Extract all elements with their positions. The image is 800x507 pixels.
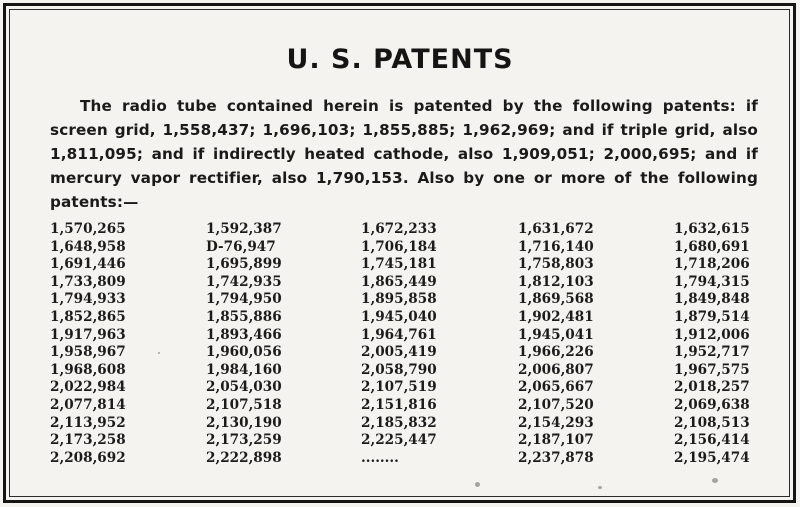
page-title: U. S. PATENTS [286,44,514,75]
patent-number: D-76,947 [206,238,276,255]
patent-number: 1,865,449 [361,273,437,290]
patent-number: 1,758,803 [518,256,594,273]
patent-column-5 [674,221,750,467]
patent-column-2 [206,221,282,467]
patent-number: 1,672,233 [361,221,437,237]
patent-number: 2,173,259 [206,432,282,449]
patent-number: 1,648,958 [50,238,126,255]
patent-number: 1,706,184 [361,238,437,255]
print-speck [712,478,718,483]
patent-number: 2,173,258 [50,432,126,449]
patent-number: 2,022,984 [50,379,126,396]
patent-number: 1,794,315 [674,273,750,290]
patent-number: 2,018,257 [674,379,750,396]
patent-number: 2,054,030 [206,379,282,396]
patent-number: 1,968,608 [50,361,126,378]
patent-number: 1,960,056 [206,344,282,361]
patent-number: 2,107,519 [361,379,437,396]
patent-number: 1,964,761 [361,326,437,343]
patent-number: 2,156,414 [674,432,750,449]
patent-number-table [50,221,754,467]
patent-number: 1,570,265 [50,221,126,237]
patent-number: 1,733,809 [50,273,126,290]
patent-number: 1,742,935 [206,273,282,290]
patent-number: 1,912,006 [674,326,750,343]
patent-number: 1,812,103 [518,273,594,290]
patent-number: ........ [361,449,399,466]
patent-number: 1,794,933 [50,291,126,308]
patent-number: 1,869,568 [518,291,594,308]
patent-number: 2,107,520 [518,396,594,413]
patent-number: 1,631,672 [518,221,594,237]
patent-number: 1,745,181 [361,256,437,273]
patent-number: 1,945,040 [361,308,437,325]
patent-number: 2,058,790 [361,361,437,378]
patent-number: 1,716,140 [518,238,594,255]
patent-number: 2,065,667 [518,379,594,396]
print-speck [475,482,480,487]
patent-number: 1,680,691 [674,238,750,255]
patent-number: 1,952,717 [674,344,750,361]
intro-paragraph: The radio tube contained herein is patented by the following patents: if screen grid, 1,558,437; 1,696,103; 1,855,885; 1,962,969; and if triple grid, also 1,811,095; and if indirectly heated cathode, also 1,909,051; 2,000,695; and if mercury vapor rectifier, also 1,790,153. Also by one or more of the following patents:— [50,97,758,211]
print-speck [158,352,160,354]
patent-number: 2,154,293 [518,414,594,431]
patent-number: 2,113,952 [50,414,126,431]
patent-number: 2,195,474 [674,449,750,466]
patent-number: 1,849,848 [674,291,750,308]
patent-number: 2,237,878 [518,449,594,466]
patent-number: 2,108,513 [674,414,750,431]
patent-number: 2,069,638 [674,396,750,413]
patent-number: 1,902,481 [518,308,594,325]
patent-number: 1,855,886 [206,308,282,325]
patent-number: 1,691,446 [50,256,126,273]
patent-number: 1,893,466 [206,326,282,343]
patent-number: 1,917,963 [50,326,126,343]
patent-number: 2,222,898 [206,449,282,466]
patent-number: 2,225,447 [361,432,437,449]
patent-number: 1,695,899 [206,256,282,273]
patent-column-4 [518,221,594,467]
patent-number: 1,852,865 [50,308,126,325]
patent-number: 1,958,967 [50,344,126,361]
patent-number: 1,632,615 [674,221,750,237]
patent-column-3 [361,221,437,467]
patent-number: 2,006,807 [518,361,594,378]
patent-number: 2,130,190 [206,414,282,431]
print-speck [598,486,602,489]
patent-number: 1,879,514 [674,308,750,325]
patent-number: 2,187,107 [518,432,594,449]
patent-number: 2,208,692 [50,449,126,466]
patent-number: 1,592,387 [206,221,282,237]
patent-number: 1,984,160 [206,361,282,378]
patent-number: 2,077,814 [50,396,126,413]
patent-number: 1,967,575 [674,361,750,378]
patent-number: 2,107,518 [206,396,282,413]
patent-number: 1,966,226 [518,344,594,361]
patent-number: 1,794,950 [206,291,282,308]
patent-number: 1,718,206 [674,256,750,273]
patent-column-1 [50,221,126,467]
patent-number: 2,151,816 [361,396,437,413]
patent-number: 1,945,041 [518,326,594,343]
patent-number: 1,895,858 [361,291,437,308]
patent-number: 2,005,419 [361,344,437,361]
patent-number: 2,185,832 [361,414,437,431]
